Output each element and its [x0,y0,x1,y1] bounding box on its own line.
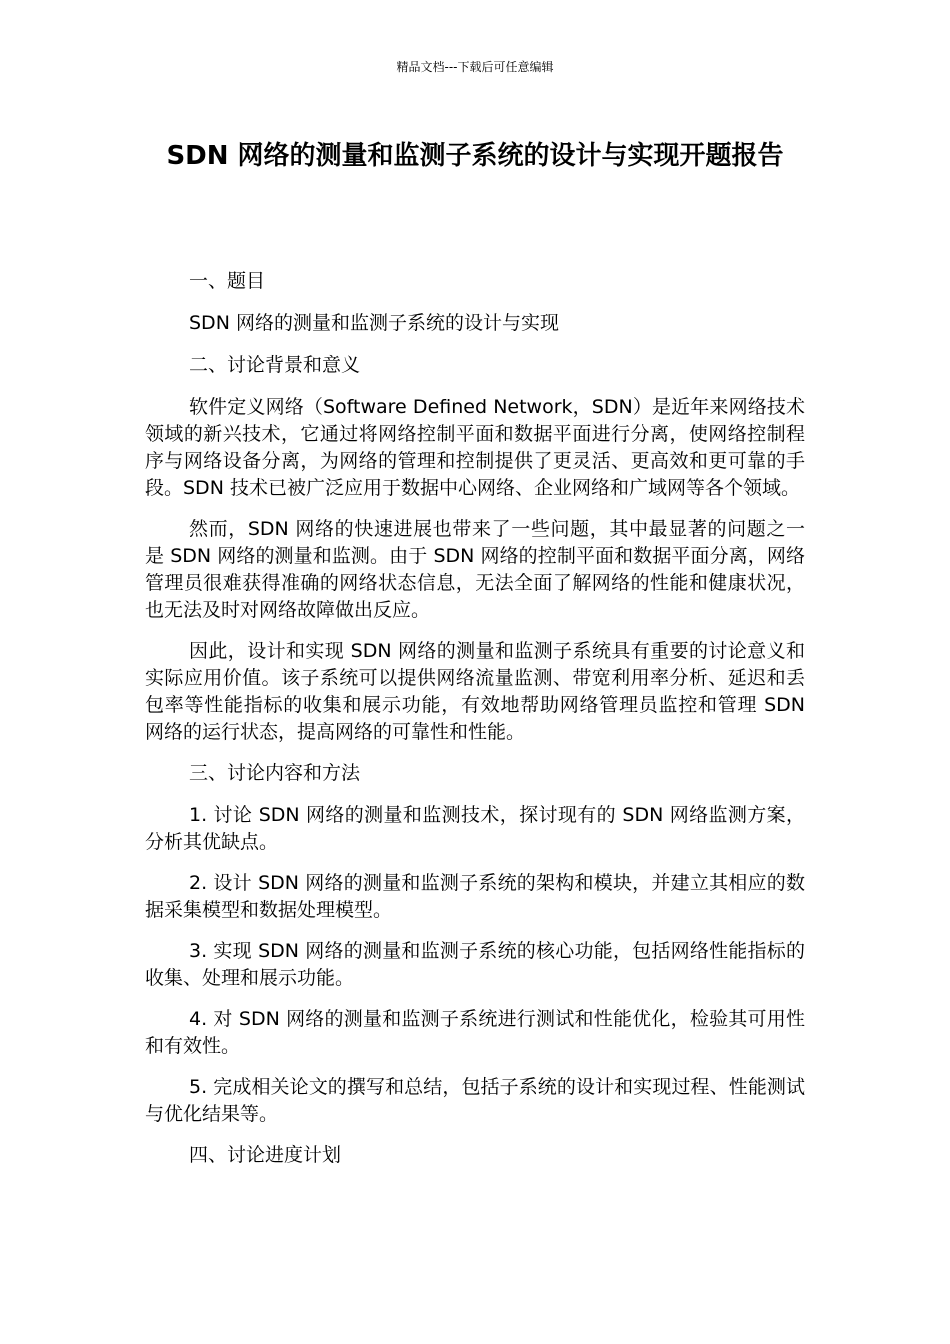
list-item: 5. 完成相关论文的撰写和总结，包括子系统的设计和实现过程、性能测试与优化结果等。 [145,1076,805,1125]
list-item: 2. 设计 SDN 网络的测量和监测子系统的架构和模块，并建立其相应的数据采集模型和数据处理模型。 [145,872,805,921]
page-title: SDN 网络的测量和监测子系统的设计与实现开题报告 [166,141,784,171]
list-item: 4. 对 SDN 网络的测量和监测子系统进行测试和性能优化，检验其可用性和有效性。 [145,1008,805,1057]
section-heading-topic: 一、题目 [189,270,266,292]
topic-text: SDN 网络的测量和监测子系统的设计与实现 [189,312,559,334]
header-note: 精品文档---下载后可任意编辑 [396,60,554,74]
list-item: 3. 实现 SDN 网络的测量和监测子系统的核心功能，包括网络性能指标的收集、处理和展示功能。 [145,940,805,989]
document-body [145,268,805,1184]
paragraph: 因此，设计和实现 SDN 网络的测量和监测子系统具有重要的讨论意义和实际应用价值。该子系统可以提供网络流量监测、带宽利用率分析、延迟和丢包率等性能指标的收集和展示功能，有效地帮助网络管理员监控和管理 SDN 网络的运行状态，提高网络的可靠性和性能。 [145,640,805,743]
paragraph: 软件定义网络（Software Defined Network，SDN）是近年来网络技术领域的新兴技术，它通过将网络控制平面和数据平面进行分离，使网络控制程序与网络设备分离，为网络的管理和控制提供了更灵活、更高效和更可靠的手段。SDN 技术已被广泛应用于数据中心网络、企业网络和广域网等各个领域。 [145,396,805,499]
list-item: 1. 讨论 SDN 网络的测量和监测技术，探讨现有的 SDN 网络监测方案，分析其优缺点。 [145,804,805,853]
section-heading-schedule: 四、讨论进度计划 [189,1144,342,1166]
section-heading-background: 二、讨论背景和意义 [189,354,361,376]
paragraph: 然而，SDN 网络的快速进展也带来了一些问题，其中最显著的问题之一是 SDN 网络的测量和监测。由于 SDN 网络的控制平面和数据平面分离，网络管理员很难获得准确的网络状态信息，无法全面了解网络的性能和健康状况，也无法及时对网络故障做出反应。 [145,518,805,621]
section-heading-content-methods: 三、讨论内容和方法 [189,762,361,784]
